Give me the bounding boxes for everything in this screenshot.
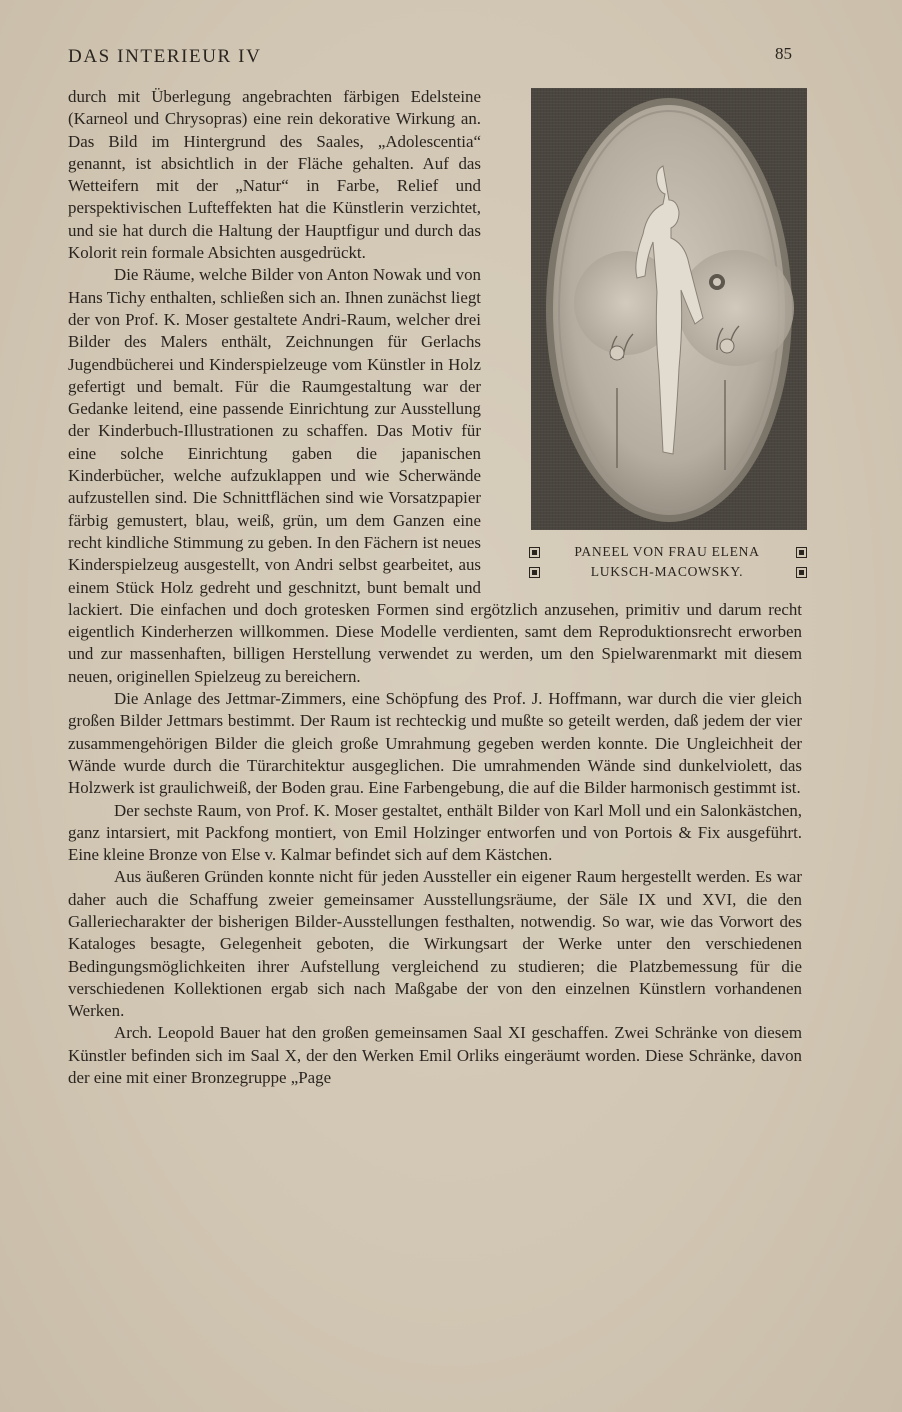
figure <box>523 88 811 582</box>
text-block <box>68 86 802 1089</box>
paragraph: durch mit Überlegung angebrachten färbigen Edelsteine (Karneol und Chrysopras) eine rein dekorative Wirkung an. Das Bild im Hintergrund des Saales, „Adolescentia“ genannt, ist absichtlich in der Fläche gehalten. Auf das Wetteifern mit der „Natur“ in Farbe, Relief und perspektivischen Lufteffekten hat die Künstlerin verzichtet, und sie hat durch die Haltung der Hauptfigur und durch das Kolorit rein formale Absichten ausgedrückt. <box>68 87 481 263</box>
caption-line-1: PANEEL VON FRAU ELENA <box>574 544 760 559</box>
caption-ornament-icon <box>529 547 540 558</box>
paragraph: Arch. Leopold Bauer hat den großen gemeinsamen Saal XI geschaffen. Zwei Schränke von diesem Künstler befinden sich im Saal X, der den Werken Emil Orliks eingeräumt worden. Diese Schränke, davon der eine mit einer Bronzegruppe „Page <box>68 1023 802 1088</box>
paragraph: Aus äußeren Gründen konnte nicht für jeden Aussteller ein eigener Raum hergestellt werden. Es war daher auch die Schaffung zweier gemeinsamer Ausstellungsräume, der Säle IX und XVI, die den Galleriecharakter der bisherigen Bilder-Ausstellungen festhalten, notwendig. So war, wie das Vorwort des Kataloges besagte, Gelegenheit geboten, die Wirkungsart der Werke unter den verschiedenen Bedingungsmöglichkeiten ihrer Aufstellung vergleichend zu studieren; die Platzbemessung für die verschiedenen Kollektionen ergab sich nach Maßgabe der von den einzelnen Künstlern vorhandenen Werken. <box>68 867 802 1021</box>
figure-caption <box>523 542 811 582</box>
caption-ornament-icon <box>529 567 540 578</box>
page-number: 85 <box>775 44 792 63</box>
caption-ornament-icon <box>796 567 807 578</box>
paragraph: Die Anlage des Jettmar-Zimmers, eine Schöpfung des Prof. J. Hoffmann, war durch die vier gleich großen Bilder Jettmars bestimmt. Der Raum ist rechteckig und mußte so geteilt werden, daß jedem der vier zusammengehörigen Bilder die gleich große Umrahmung gegeben werden konnte. Die Ungleichheit der Wände wurde durch die Türarchitektur ausgeglichen. Die umrahmenden Wände sind dunkelviolett, das Holzwerk ist graulichweiß, der Boden grau. Eine Farbengebung, die auf die Bilder harmonisch gestimmt ist. <box>68 689 802 798</box>
oval-relief-panel-image <box>531 88 807 530</box>
paragraph: Die Räume, welche Bilder von Anton Nowak und von Hans Tichy enthalten, schließen sich an. Ihnen zunächst liegt der von Prof. K. Moser gestaltete Andri-Raum, welcher drei Bilder des Malers enthält, Zeichnungen für Gerlachs Jugendbücherei und Kinderspielzeuge vom Künstler in Holz gefertigt und bemalt. Für die Raumgestaltung war der Gedanke leitend, eine passende Einrichtung zur Ausstellung der Kinderbuch-Illustrationen zu schaffen. Das Motiv für eine solche Einrichtung gaben die japanischen Kinderbücher, welche aufzuklappen und wie Scherwände aufzustellen sind. Die Schnittflächen sind wie Vorsatzpapier färbig gemustert, blau, weiß, grün, um dem Ganzen eine recht kindliche Stimmung zu geben. In den Fächern ist neues Kinderspielzeug ausgestellt, von Andri selbst gearbeitet, aus einem Stück Holz gedreht und geschnitzt, bunt bemalt und lackiert. Die einfachen und doch grotesken Formen sind ergötzlich anzusehen, primitiv und darum recht eigentlich Kinderherzen willkommen. Diese Modelle verdienten, samt dem Reproduktionsrecht erworben und zur massenhaften, billigen Herstellung verwendet zu werden, um den Spielwarenmarkt mit diesem neuen, originellen Spielzeug zu bereichern. <box>68 265 802 686</box>
caption-line-2: LUKSCH-MACOWSKY. <box>590 564 744 579</box>
running-head: DAS INTERIEUR IV <box>68 46 262 67</box>
panel-photograph <box>531 88 807 530</box>
paragraph: Der sechste Raum, von Prof. K. Moser gestaltet, enthält Bilder von Karl Moll und ein Salonkästchen, ganz intarsiert, mit Packfong montiert, von Emil Holzinger entworfen und von Portois & Fix ausgeführt. Eine kleine Bronze von Else v. Kalmar befindet sich auf dem Kästchen. <box>68 800 802 865</box>
caption-ornament-icon <box>796 547 807 558</box>
